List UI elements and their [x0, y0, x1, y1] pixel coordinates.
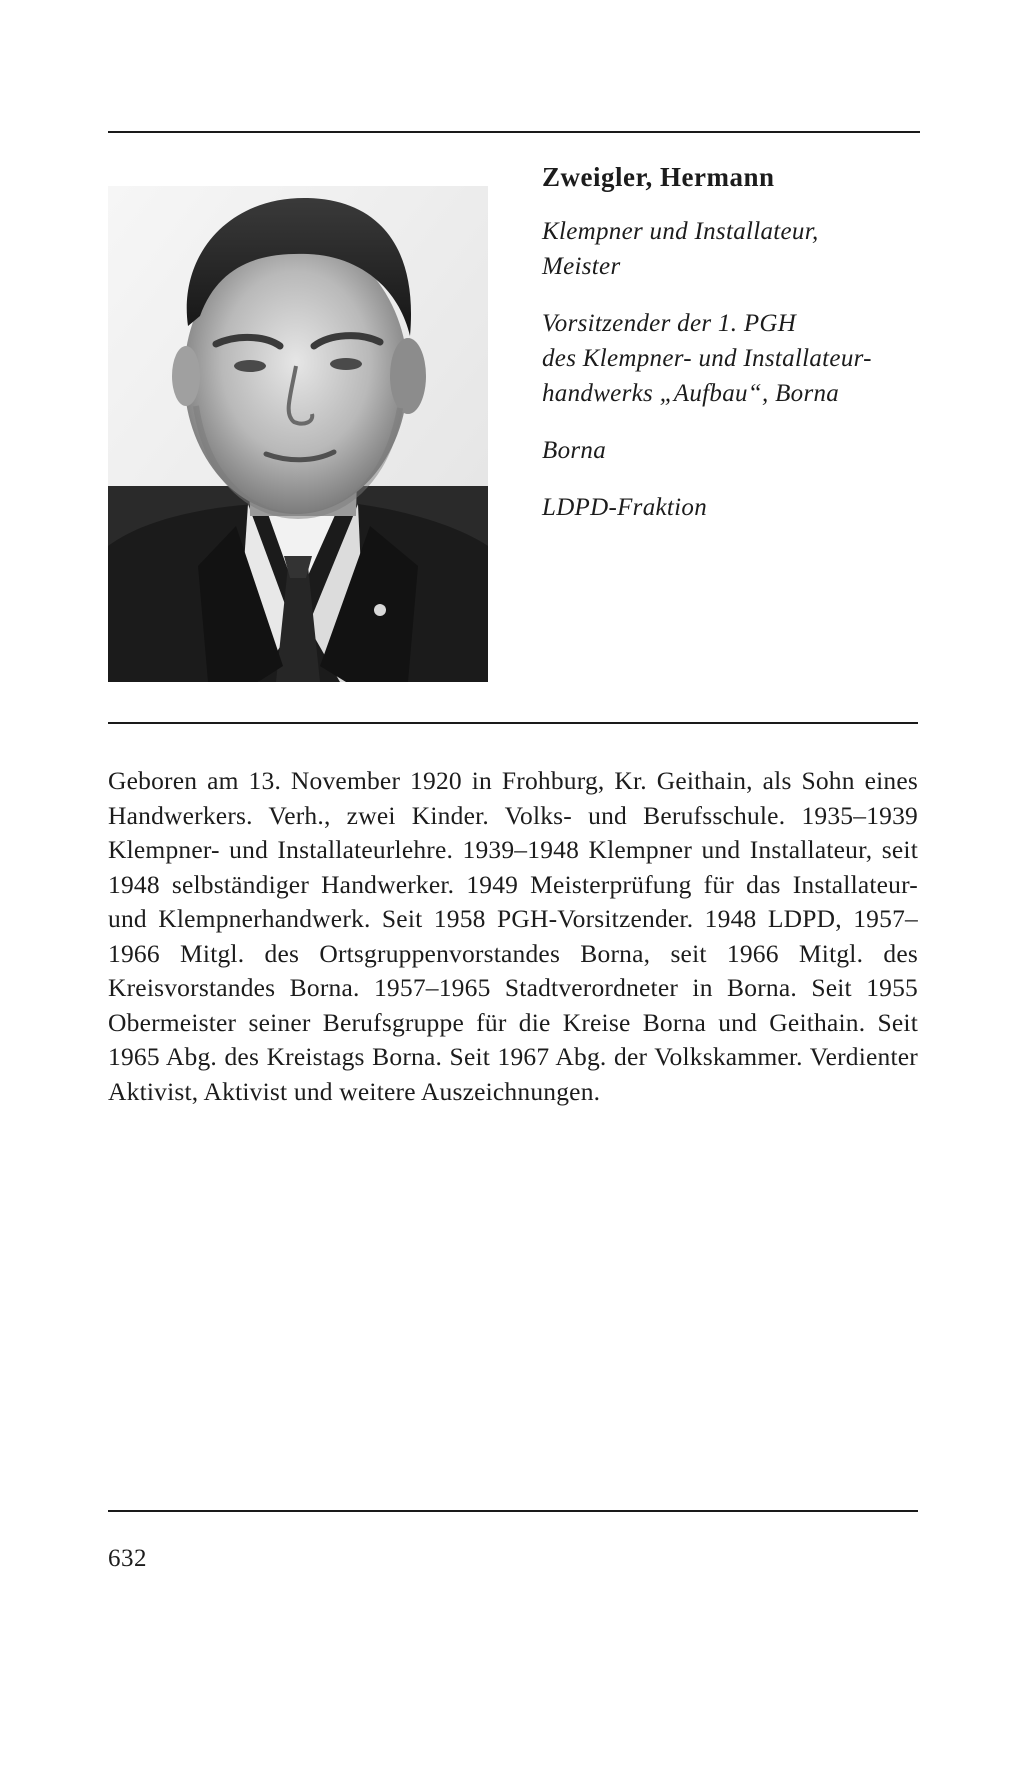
position-line-3: handwerks „Aufbau“, Borna	[542, 380, 840, 407]
person-name: Zweigler, Hermann	[542, 162, 775, 192]
occupation-line-2: Meister	[542, 253, 621, 280]
biography-text: Geboren am 13. November 1920 in Frohburg, Kr. Geithain, als Sohn eines Handwerkers. Verh., zwei Kinder. Volks- und Berufsschule. 1935–1939 Klempner- und Installateurlehre. 1939–1948 Klempner und Installateur, seit 1948 selbständiger Handwerker. 1949 Meisterprüfung für das Installateur- und Klempnerhandwerk. Seit 1958 PGH-Vorsitzender. 1948 LDPD, 1957–1966 Mitgl. des Ortsgruppenvorstandes Borna, seit 1966 Mitgl. des Kreisvorstandes Borna. 1957–1965 Stadtverordneter in Borna. Seit 1955 Obermeister seiner Berufsgruppe für die Kreise Borna und Geithain. Seit 1965 Abg. des Kreistags Borna. Seit 1967 Abg. der Volkskammer. Verdienter Aktivist, Aktivist und weitere Auszeichnungen.	[108, 766, 918, 1106]
position	[542, 306, 922, 411]
constituency: Borna	[542, 437, 606, 464]
top-rule	[108, 131, 920, 133]
occupation	[542, 214, 922, 284]
position-line-2: des Klempner- und Installateur-	[542, 345, 872, 372]
entry-header	[542, 160, 922, 547]
position-line-1: Vorsitzender der 1. PGH	[542, 310, 797, 337]
occupation-line-1: Klempner und Installateur,	[542, 218, 819, 245]
page-number: 632	[108, 1545, 147, 1572]
faction: LDPD-Fraktion	[542, 494, 707, 521]
portrait-photo	[108, 186, 488, 682]
middle-rule	[108, 722, 918, 724]
bottom-rule	[108, 1510, 918, 1512]
